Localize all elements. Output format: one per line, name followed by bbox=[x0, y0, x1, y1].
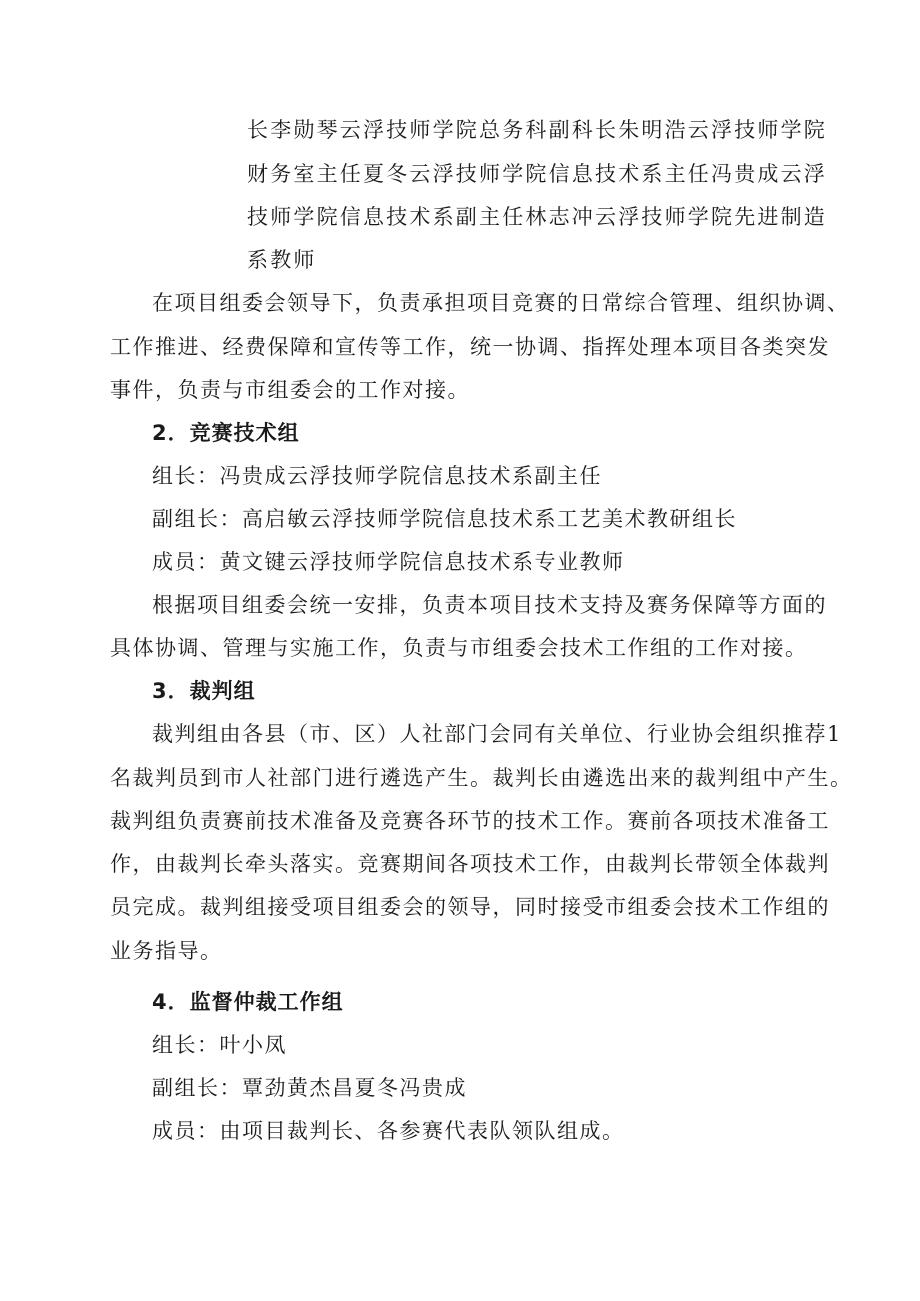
section4-leader: 组长：叶小凤 bbox=[152, 1033, 287, 1057]
section2-members: 成员：黄文键云浮技师学院信息技术系专业教师 bbox=[152, 550, 625, 574]
section4-heading: 4．监督仲裁工作组 bbox=[152, 990, 344, 1014]
section2-duty-line-1: 根据项目组委会统一安排，负责本项目技术支持及赛务保障等方面的 bbox=[152, 593, 827, 617]
committee-line-3: 技师学院信息技术系副主任林志冲云浮技师学院先进制造 bbox=[247, 205, 827, 229]
section2-leader: 组长：冯贵成云浮技师学院信息技术系副主任 bbox=[152, 464, 602, 488]
section3-duty-line-1: 裁判组由各县（市、区）人社部门会同有关单位、行业协会组织推荐1 bbox=[152, 722, 842, 746]
section3-duty-line-6: 业务指导。 bbox=[110, 939, 223, 963]
section3-duty-line-5: 员完成。裁判组接受项目组委会的领导，同时接受市组委会技术工作组的 bbox=[110, 895, 830, 919]
committee-line-4: 系教师 bbox=[247, 248, 317, 272]
section3-duty-line-2: 名裁判员到市人社部门进行遴选产生。裁判长由遴选出来的裁判组中产生。 bbox=[110, 766, 853, 790]
para1-line-1: 在项目组委会领导下，负责承担项目竞赛的日常综合管理、组织协调、 bbox=[152, 291, 850, 315]
section2-duty-line-2: 具体协调、管理与实施工作，负责与市组委会技术工作组的工作对接。 bbox=[110, 636, 808, 660]
section4-members: 成员：由项目裁判长、各参赛代表队领队组成。 bbox=[152, 1119, 625, 1143]
section3-heading: 3．裁判组 bbox=[152, 679, 256, 703]
section2-heading: 2．竞赛技术组 bbox=[152, 421, 300, 445]
section3-duty-line-4: 作，由裁判长牵头落实。竞赛期间各项技术工作，由裁判长带领全体裁判 bbox=[110, 852, 830, 876]
para1-line-3: 事件，负责与市组委会的工作对接。 bbox=[110, 378, 470, 402]
committee-line-2: 财务室主任夏冬云浮技师学院信息技术系主任冯贵成云浮 bbox=[247, 162, 827, 186]
section4-deputy: 副组长：覃劲黄杰昌夏冬冯贵成 bbox=[152, 1076, 467, 1100]
section2-deputy: 副组长：高启敏云浮技师学院信息技术系工艺美术教研组长 bbox=[152, 507, 737, 531]
para1-line-2: 工作推进、经费保障和宣传等工作，统一协调、指挥处理本项目各类突发 bbox=[110, 335, 830, 359]
committee-line-1: 长李勋琴云浮技师学院总务科副科长朱明浩云浮技师学院 bbox=[247, 118, 827, 142]
section3-duty-line-3: 裁判组负责赛前技术准备及竞赛各环节的技术工作。赛前各项技术准备工 bbox=[110, 809, 830, 833]
